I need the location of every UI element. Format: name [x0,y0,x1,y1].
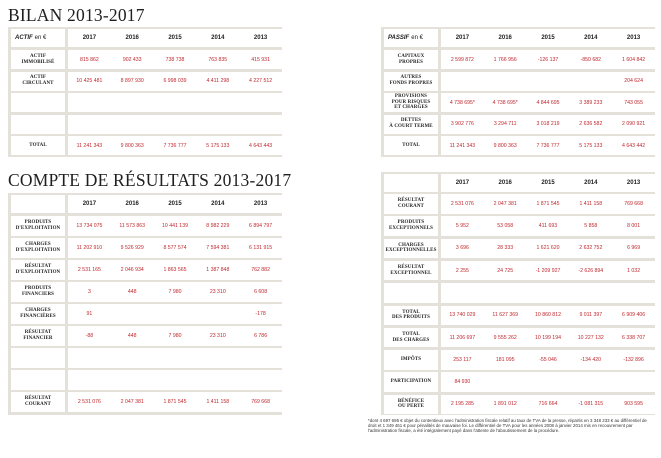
passif-value-2014: 5 175 133 [579,142,603,149]
compte-left-row-values [68,304,282,324]
actif-value-2015: 738 738 [165,56,185,63]
compte-right-value-2015: 10 199 194 [535,334,561,341]
compte-right-row-label: CHARGES EXCEPTIONNELLES [384,239,438,259]
compte-right-value-2013 [612,283,655,303]
compte-right-value-2013: 6 969 [627,245,641,252]
compte-right-row-label: RÉSULTAT EXCEPTIONNEL [384,261,438,281]
compte-left-value-2013: -178 [255,310,266,317]
compte-left-value-2013: 762 882 [251,266,270,273]
compte-right-value-2017 [441,283,484,303]
passif-row [384,50,655,69]
actif-value-2014: 4 411 298 [206,78,230,84]
compte-left-value-2017: 11 202 910 [76,244,103,251]
compte-right-row-label: TOTAL DES PRODUITS [384,306,438,326]
actif-value-2016 [111,93,154,112]
actif-row [11,136,282,155]
compte-left-value-2015: 1 863 565 [163,266,187,273]
compte-left-value-2015: 7 980 [168,288,182,295]
compte-right-value-2013: 6 909 406 [622,312,646,319]
compte-left-value-2015 [154,304,197,324]
compte-right-row-label: PARTICIPATION [384,372,438,392]
actif-value-2016 [111,115,154,134]
passif-value-2015: 3 018 219 [536,121,560,127]
actif-row-values [68,50,282,69]
compte-left-value-2013: 6 608 [254,288,268,295]
actif-row-values [68,93,282,112]
compte-right-value-2014: 1 411 158 [579,200,603,207]
compte-left-value-2016: 2 047 381 [120,398,144,405]
actif-header-label [11,29,65,47]
compte-right-row-values [441,372,655,392]
actif-value-2014: 5 175 133 [206,142,230,149]
compte-right-value-2017: 3 696 [455,245,469,252]
compte-right-value-2014: 9 011 397 [579,312,603,319]
compte-right-value-2016: 53 058 [497,223,514,230]
compte-left-value-2015: 1 871 545 [163,398,187,405]
passif-value-2015: 7 736 777 [536,142,560,149]
compte-right-value-2017: 2 531 076 [450,200,474,207]
compte-left-row [11,238,282,258]
compte-right-value-2015: 716 664 [538,401,558,408]
actif-value-2014: 763 835 [208,56,228,63]
compte-right-value-2016: 11 627 369 [492,312,518,319]
compte-right-row-values [441,328,655,348]
actif-row [11,72,282,91]
compte-right-value-2013 [612,372,655,392]
compte-right-value-2016: 24 725 [497,267,514,274]
compte-right-value-2015: 411 693 [538,223,558,230]
compte-right-value-2013: 6 338 707 [622,334,646,341]
actif-value-2015: 7 736 777 [163,142,187,149]
passif-year-2014: 2014 [584,35,598,41]
compte-right-row [384,328,655,348]
passif-value-2017: 11 241 343 [449,142,476,149]
actif-row-values [68,136,282,155]
compte-left-row-label: PRODUITS FINANCIERS [11,282,65,302]
actif-row-values [68,115,282,134]
compte-right-row-values [441,283,655,303]
compte-right-row [384,216,655,236]
compte-right-year-2013: 2013 [626,180,641,186]
passif-value-2014: 3 389 233 [579,99,603,106]
compte-left-row [11,326,282,346]
passif-value-2013: 743 055 [624,99,643,106]
actif-row [11,50,282,69]
compte-left-value-2017: 13 734 075 [76,222,103,229]
compte-right-value-2013: 8 001 [627,223,641,230]
compte-left-value-2017 [68,348,111,368]
bilan-title: BILAN 2013-2017 [8,5,145,25]
compte-right-row-label: RÉSULTAT COURANT [384,194,438,214]
compte-left-row [11,282,282,302]
compte-right-value-2017: 2 255 [455,267,469,274]
actif-value-2013 [239,115,282,134]
passif-row-values [441,50,655,69]
compte-left-value-2015 [154,348,197,368]
compte-right-row-label: BÉNÉFICE OU PERTE [384,395,438,415]
passif-value-2016: 4 738 695* [492,99,518,106]
compte-left-value-2014: 23 310 [209,332,226,339]
actif-value-2014 [196,115,239,134]
compte-left-value-2017: 3 [87,288,91,295]
compte-right-value-2017: 84 930 [454,379,471,386]
compte-left-value-2017: -88 [85,332,94,339]
compte-right-value-2016 [484,283,527,303]
compte-de-resultats-title: COMPTE DE RÉSULTATS 2013-2017 [8,170,292,190]
compte-right-value-2017: 11 206 697 [449,334,476,341]
compte-right-row-label: IMPÔTS [384,350,438,370]
compte-left-value-2013: 6 894 797 [249,222,273,229]
compte-right-row-values [441,395,655,415]
compte-left-header [11,195,282,213]
compte-right-value-2016: 28 333 [497,245,514,252]
actif-header-label-bold: ACTIF [15,35,33,41]
compte-left-row [11,348,282,368]
compte-right-value-2014: -2 626 894 [578,267,604,274]
passif-value-2013: 1 604 842 [622,56,646,63]
compte-left-year-2013: 2013 [253,201,268,207]
passif-value-2017 [441,72,484,91]
actif-value-2017 [68,115,111,134]
compte-right-value-2016: 181 095 [495,356,515,363]
compte-left-value-2014 [196,304,239,324]
compte-right-row-label: TOTAL DES CHARGES [384,328,438,348]
compte-right-row-values [441,306,655,326]
compte-left-row [11,216,282,236]
passif-value-2016: 9 800 363 [493,142,517,149]
compte-left-year-2017: 2017 [82,201,97,207]
actif-value-2013: 4 227 512 [249,78,273,84]
passif-row-values [441,72,655,91]
compte-left-year-2015: 2015 [168,201,182,207]
compte-left-value-2013: 6 131 915 [249,244,273,251]
compte-right-row-values [441,261,655,281]
compte-right-row-label: PRODUITS EXCEPTIONNELS [384,216,438,236]
compte-left-row-label [11,370,65,390]
compte-left-header-label [11,195,65,213]
compte-left-row-label: RÉSULTAT D'EXPLOITATION [11,260,65,280]
passif-header [384,29,655,47]
compte-left-value-2015 [154,370,197,390]
compte-right-row-values [441,194,655,214]
passif-value-2016: 3 294 711 [493,121,517,127]
compte-left-value-2017: 2 531 165 [77,266,101,273]
compte-left-value-2014: 7 594 381 [206,244,230,251]
compte-right-value-2015: 1 621 620 [536,245,560,252]
compte-left-value-2015: 8 577 574 [163,244,187,251]
compte-right-row [384,395,655,415]
compte-left-row-values [68,216,282,236]
compte-left-row [11,304,282,324]
compte-right-value-2015 [527,372,570,392]
passif-value-2017: 3 902 776 [450,121,474,127]
actif-year-2016: 2016 [125,35,139,41]
passif-row-values [441,115,655,134]
compte-right-value-2013: 769 668 [624,200,643,207]
compte-right-value-2013: -132 896 [623,356,644,363]
footnote: *dont 4 697 695 € objet du contentieux avec l'administration fiscale relatif au taux de TVA de la presse, répartis en 3 348 233 € au différentiel de droit et 1 349 461 € pour pénalités de mauvaise foi. Le différentiel de TVA pour les années 2008 à janvier 2014 mis en recouvrement par l'administration fiscale, a été intégralement payé dans l'attente de l'aboutissement de la procédure. [368,418,647,434]
passif-row [384,136,655,155]
compte-right-year-2015: 2015 [541,180,555,186]
compte-left-value-2014 [196,370,239,390]
actif-year-2015: 2015 [168,35,182,41]
compte-left-value-2016: 11 573 863 [119,222,145,229]
passif-row-label: AUTRES FONDS PROPRES [384,72,438,91]
compte-left-value-2013: 6 786 [254,332,268,339]
actif-header [11,29,282,47]
compte-left-row-values [68,392,282,412]
compte-right-row [384,239,655,259]
compte-right-value-2014 [569,372,612,392]
compte-right-row-label [384,283,438,303]
compte-right-value-2016: 1 891 012 [493,401,517,408]
actif-header-label-unit: en € [34,35,47,41]
compte-left-row-label: RÉSULTAT COURANT [11,392,65,412]
compte-right-row-values [441,239,655,259]
passif-value-2014: -850 682 [580,56,602,63]
actif-row [11,115,282,134]
compte-left-value-2014: 1 411 158 [206,398,230,405]
compte-left-row-values [68,238,282,258]
passif-year-2016: 2016 [498,35,512,41]
passif-row [384,72,655,91]
compte-left-row [11,370,282,390]
compte-left-year-2014: 2014 [211,201,225,207]
compte-right-row [384,306,655,326]
passif-header-label-bold: PASSIF [388,35,410,41]
compte-left-value-2013 [239,348,282,368]
compte-left-value-2014 [196,348,239,368]
compte-right-value-2017: 13 740 029 [449,312,476,319]
compte-left-row-label: PRODUITS D'EXPLOITATION [11,216,65,236]
compte-right-row [384,350,655,370]
compte-right-value-2017: 2 195 285 [450,401,474,408]
actif-year-2013: 2013 [253,35,268,41]
passif-value-2013: 204 624 [624,78,643,84]
compte-left-year-2016: 2016 [125,201,139,207]
compte-left-row-values [68,370,282,390]
compte-right-value-2016: 9 555 262 [493,334,517,341]
passif-value-2017: 4 738 695* [449,99,475,106]
compte-left-value-2017: 2 531 076 [77,398,101,405]
compte-left-value-2016: 2 046 934 [120,266,144,273]
passif-value-2015: -126 137 [537,56,559,63]
compte-left-value-2014: 8 982 229 [206,222,230,229]
actif-value-2017: 11 241 343 [76,142,103,149]
compte-left-row [11,260,282,280]
actif-value-2017 [68,93,111,112]
compte-right-value-2014: -1 081 315 [578,401,604,408]
passif-value-2014 [569,72,612,91]
compte-right-row [384,194,655,214]
compte-left-value-2016: 9 526 929 [120,244,144,251]
actif-value-2014 [196,93,239,112]
actif-value-2015 [154,115,197,134]
compte-left-value-2014: 23 310 [209,288,226,295]
compte-right-year-2016: 2016 [498,180,512,186]
compte-right-value-2014 [569,283,612,303]
passif-value-2014: 2 636 582 [579,121,603,127]
compte-left-row-label: CHARGES FINANCIÈRES [11,304,65,324]
compte-left-row [11,392,282,412]
compte-right-value-2014: 10 227 132 [577,334,604,341]
passif-header-label-unit: en € [411,35,423,41]
passif-year-2017: 2017 [455,35,470,41]
compte-right-header-label [384,174,438,192]
compte-left-value-2017: 91 [86,310,93,317]
passif-value-2015: 4 844 695 [536,99,560,106]
compte-right-value-2013: 1 032 [627,267,641,274]
compte-right-value-2015: -1 209 927 [535,267,561,274]
compte-right-value-2015: 1 871 545 [536,200,560,207]
passif-row-label: PROVISIONS POUR RISQUES ET CHARGES [384,93,438,112]
actif-row-label: ACTIF CIRCULANT [11,72,65,91]
compte-left-value-2016: 448 [127,288,137,295]
actif-row-label: TOTAL [11,136,65,155]
compte-right-value-2015: 10 860 812 [535,312,561,319]
passif-value-2016: 1 766 956 [493,56,517,63]
actif-row-label [11,93,65,112]
compte-right-header [384,174,655,192]
passif-row-label: TOTAL [384,136,438,155]
passif-value-2013: 4 643 442 [622,142,646,149]
passif-value-2016 [484,72,527,91]
passif-value-2013: 2 090 921 [622,121,646,127]
compte-right-value-2013: 903 595 [624,401,643,408]
compte-left-row-label: RÉSULTAT FINANCIER [11,326,65,346]
compte-left-value-2014: 1 387 848 [206,266,230,273]
actif-value-2016: 8 897 930 [120,78,144,84]
actif-year-2014: 2014 [211,35,225,41]
compte-left-row-values [68,348,282,368]
compte-right-value-2017: 253 117 [453,356,472,363]
passif-year-2015: 2015 [541,35,555,41]
actif-value-2013: 415 931 [251,56,270,63]
compte-right-value-2014: -134 420 [580,356,602,363]
compte-right-row [384,261,655,281]
passif-row-values [441,93,655,112]
actif-value-2016: 902 433 [122,56,142,63]
compte-right-row [384,283,655,303]
actif-value-2015: 6 998 039 [163,78,187,84]
compte-left-value-2017 [68,370,111,390]
actif-value-2017: 10 425 481 [76,78,103,84]
passif-row-label: DETTES À COURT TERME [384,115,438,134]
passif-row [384,115,655,134]
passif-value-2015 [527,72,570,91]
compte-left-value-2016 [111,348,154,368]
compte-left-value-2015: 10 441 139 [162,222,188,229]
compte-left-row-label [11,348,65,368]
passif-row [384,93,655,112]
compte-left-value-2016 [111,370,154,390]
passif-row-label: CAPITAUX PROPRES [384,50,438,69]
compte-right-value-2017: 5 952 [455,223,469,230]
actif-row-label: ACTIF IMMOBILISÉ [11,50,65,69]
actif-value-2013: 4 643 443 [249,142,273,149]
compte-left-value-2013 [239,370,282,390]
compte-right-year-2014: 2014 [584,180,598,186]
passif-header-label [384,29,438,47]
passif-value-2017: 2 599 872 [450,56,474,63]
compte-left-value-2016: 448 [127,332,137,339]
compte-left-value-2016 [111,304,154,324]
actif-year-2017: 2017 [82,35,97,41]
actif-value-2015 [154,93,197,112]
compte-right-value-2014: 2 632 752 [579,245,603,252]
compte-right-row [384,372,655,392]
compte-right-value-2016: 2 047 381 [493,200,517,207]
compte-right-row-values [441,350,655,370]
compte-right-value-2014: 5 858 [584,223,598,230]
compte-left-row-values [68,260,282,280]
passif-row-values [441,136,655,155]
passif-year-2013: 2013 [626,35,641,41]
compte-left-value-2013: 769 668 [251,398,270,405]
compte-right-value-2015 [527,283,570,303]
actif-value-2013 [239,93,282,112]
compte-right-year-2017: 2017 [455,180,470,186]
actif-value-2016: 9 800 363 [120,142,144,149]
compte-left-value-2015: 7 980 [168,332,182,339]
actif-row-values [68,72,282,91]
compte-left-row-label: CHARGES D'EXPLOITATION [11,238,65,258]
actif-row [11,93,282,112]
compte-right-value-2016 [484,372,527,392]
compte-right-row-values [441,216,655,236]
actif-row-label [11,115,65,134]
compte-left-row-values [68,282,282,302]
compte-left-row-values [68,326,282,346]
compte-right-value-2015: -55 046 [539,356,557,363]
actif-value-2017: 815 862 [80,56,99,63]
